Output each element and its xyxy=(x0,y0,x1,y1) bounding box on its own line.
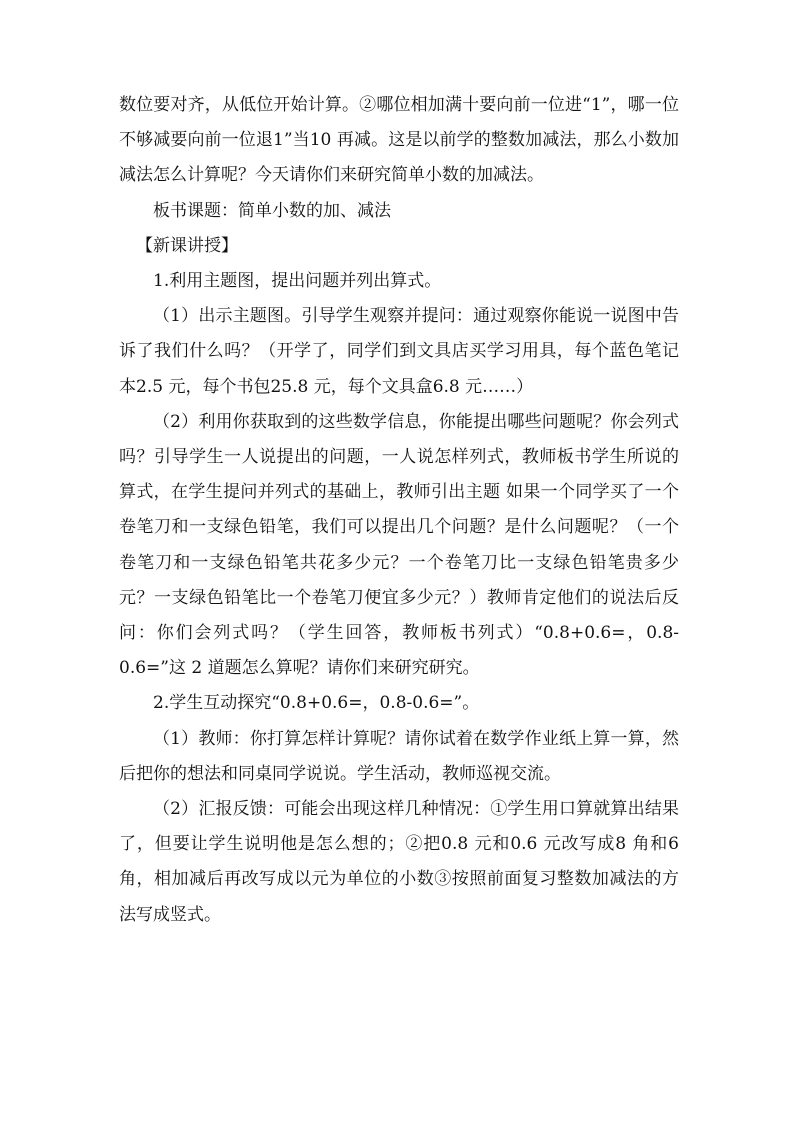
paragraph-intro-continuation: 数位要对齐，从低位开始计算。②哪位相加满十要向前一位进“1”，哪一位不够减要向前一位退1”当10 再减。这是以前学的整数加减法，那么小数加减法怎么计算呢？今天请你们来研究简单小数的加减法。 xyxy=(119,95,679,186)
paragraph-step-2: 2.学生互动探究“0.8+0.6=，0.8-0.6=”。 xyxy=(153,693,480,714)
section-heading-new-lesson: 【新课讲授】 xyxy=(136,235,238,256)
paragraph-step-1: 1.利用主题图，提出问题并列出算式。 xyxy=(153,271,442,292)
paragraph-step-2-1: （1）教师：你打算怎样计算呢？请你试着在数学作业纸上算一算，然后把你的想法和同桌同学说说。学生活动，教师巡视交流。 xyxy=(119,728,679,784)
paragraph-step-1-2: （2）利用你获取到的这些数学信息，你能提出哪些问题呢？你会列式吗？引导学生一人说提出的问题，一人说怎样列式，教师板书学生所说的算式，在学生提问并列式的基础上，教师引出主题 如果一个同学买了一个卷笔刀和一支绿色铅笔，我们可以提出几个问题？是什么问题呢？（一个卷笔刀和一支绿色铅笔共花多少元？一个卷笔刀比一支绿色铅笔贵多少元？一支绿色铅笔比一个卷笔刀便宜多少元？）教师肯定他们的说法后反问：你们会列式吗？（学生回答，教师板书列式）“0.8+0.6=，0.8-0.6=”这 2 道题怎么算呢？请你们来研究研究。 xyxy=(119,411,679,679)
document-body xyxy=(119,88,679,933)
paragraph-step-1-1: （1）出示主题图。引导学生观察并提问：通过观察你能说一说图中告诉了我们什么吗？（开学了，同学们到文具店买学习用具，每个蓝色笔记本2.5 元，每个书包25.8 元，每个文具盒6.8 元……） xyxy=(119,306,679,397)
paragraph-board-title: 板书课题：简单小数的加、减法 xyxy=(153,200,391,221)
paragraph-step-2-2: （2）汇报反馈：可能会出现这样几种情况：①学生用口算就算出结果了，但要让学生说明他是怎么想的；②把0.8 元和0.6 元改写成8 角和6 角，相加减后再改写成以元为单位的小数③按照前面复习整数加减法的方法写成竖式。 xyxy=(119,799,679,925)
